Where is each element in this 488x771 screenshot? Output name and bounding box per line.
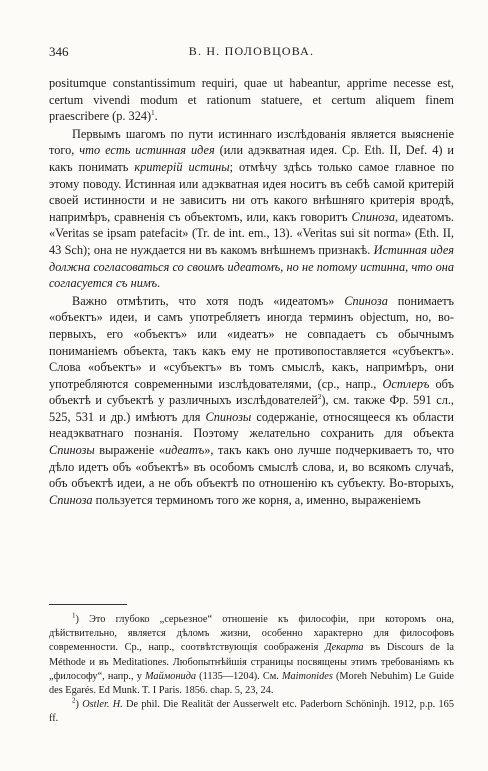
emphasis-text: Истинная идея должна согласоваться со своимъ идеатомъ, но не потому истинна, что она согласуется съ нимъ <box>49 242 454 291</box>
emphasis-text: Декарта <box>325 642 364 654</box>
text-run: (1135—1204). См. <box>196 670 282 682</box>
text-run: Важно отмѣтить, что хотя подъ «идеатомъ» <box>72 293 345 308</box>
paragraph-continuation <box>49 75 454 125</box>
paragraph-true-idea <box>49 126 454 292</box>
emphasis-text: Ostler. H. <box>82 699 123 711</box>
text-run: въ Discours de la Méthode и въ Meditationes. Любопытнѣйшія страницы посвящены этимъ требованіямъ къ „философу“, напр., у <box>49 642 455 682</box>
text-run: содержаніе, относящееся къ области неадэкватнаго познанія. Поэтому желательно сохранить для объекта <box>49 409 454 441</box>
footnotes <box>49 613 454 727</box>
emphasis-text: Спинозы <box>49 443 95 458</box>
text-run: выраженіе « <box>94 443 165 458</box>
text-run: Первымъ шагомъ по пути истиннаго изслѣдованія является выясненіе того, <box>49 126 454 158</box>
footnote-ref: 1 <box>72 611 76 620</box>
emphasis-text: Maimonides <box>281 670 333 682</box>
text-run: (или адэкватная идея. Cp. Eth. II, Def. 4) и какъ понимать <box>49 143 454 174</box>
running-head: В. Н. ПОЛОВЦОВА. <box>188 44 315 58</box>
text-run: пользуется терминомъ того же корня, а, именно, выраженіемъ <box>92 492 421 507</box>
page-header <box>49 44 454 60</box>
emphasis-text: идеатъ <box>164 443 205 458</box>
text-run: positumque constantissimum requiri, quae ut habeantur, apprime necesse est, certum vivendi modum et rationum statuere, et certum aliquem finem praescribere (p. 324) <box>49 76 454 124</box>
footnote-1 <box>49 613 454 698</box>
footnote-ref: 2 <box>317 393 322 402</box>
emphasis-text: Спиноза <box>344 293 388 308</box>
emphasis-text: что есть истинная идея <box>79 143 215 158</box>
text-run: ) <box>75 699 83 711</box>
text-run: объ объектѣ и субъектѣ у различныхъ изслѣдователей <box>49 376 454 408</box>
text-run: , идеатомъ. «Veritas se ipsam patefacit» (Tr. de int. em., 13). «Veritas sui sit norma» (Eth. II, 43 Sch); она не нуждается ни въ какомъ внѣшнемъ признакѣ. <box>49 209 454 257</box>
text-run: ; отмѣчу здѣсь только самое главное по этому поводу. Истинная или адэкватная идея носитъ въ себѣ самой критерій своей истинности и не зависитъ ни отъ какого внѣшняго критерія вродѣ, напримѣръ, сравненія съ объектомъ, или, какъ говоритъ <box>49 159 454 224</box>
text-run: (Moreh Nebuhim) Le Guide des Egarés. Ed Munk. T. I Paris. 1856. chap. 5, 23, 24. <box>49 670 454 697</box>
emphasis-text: Спиноза <box>49 492 93 507</box>
paragraph-ideatum <box>49 293 454 509</box>
text-run: ), см. также Фр. 591 сл., 525, 531 и др.) имѣютъ для <box>49 393 454 424</box>
text-run: понимаетъ «объектъ» идеи, и самъ употребляетъ иногда терминъ objectum, но, во-первыхъ, его «объектъ» или «идеатъ» не совпадаетъ съ обычнымъ пониманіемъ объекта, такъ какъ ему не противопоставляется «субъектъ». Слова «объектъ» и «субъектъ» въ томъ смыслѣ, какъ, напримѣръ, они употребляются современными изслѣдователями, (ср., напр., <box>49 293 454 391</box>
emphasis-text: Спинозы <box>205 409 252 424</box>
text-run: . <box>157 276 161 291</box>
emphasis-text: Остлеръ <box>382 376 430 391</box>
emphasis-text: критерій истины <box>134 159 230 174</box>
text-run: », такъ какъ оно лучше подчеркиваетъ то, что дѣло идетъ объ «объектѣ» въ особомъ смыслѣ слова, и, во всякомъ случаѣ, объ объектѣ идеи, а не объ объектѣ по отношенію къ субъекту. Во-вторыхъ, <box>49 443 454 491</box>
footnote-ref: 2 <box>72 696 76 705</box>
emphasis-text: Спиноза <box>351 209 396 224</box>
emphasis-text: Маймонида <box>145 670 197 682</box>
text-run: . <box>154 109 158 124</box>
footnote-divider <box>49 604 127 605</box>
body-text <box>49 75 454 508</box>
text-run: De phil. Die Realität der Ausserwelt etc. Paderborn Schöninjh. 1912, p.p. 165 ff. <box>49 699 454 725</box>
footnote-2 <box>49 698 454 726</box>
footnote-ref: 1 <box>151 109 155 118</box>
text-run: ) Это глубоко „серьезное“ отношеніе къ философіи, при которомъ она, дѣйствительно, является дѣломъ жизни, особенно характерно для философовъ современности. Ср., напр., соотвѣтствующія соображенія <box>49 614 454 654</box>
page-number: 346 <box>49 44 69 59</box>
